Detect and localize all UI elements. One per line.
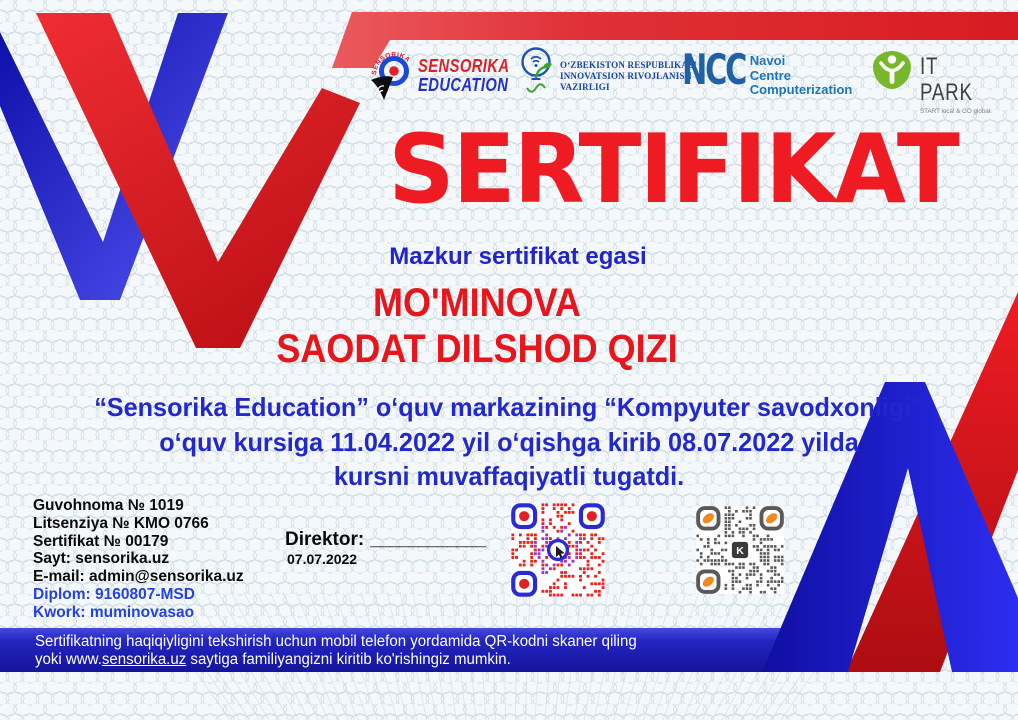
certificate-info-block [33, 497, 244, 622]
info-diplom: Diplom: 9160807-MSD [33, 585, 195, 603]
director-label: Direktor: [285, 529, 365, 550]
footer-line1: Sertifikatning haqiqiyligini tekshirish uchun mobil telefon yordamida QR-kodni skaner qiling [35, 633, 637, 650]
signature-date: 07.07.2022 [287, 551, 358, 567]
qr-code-kwork[interactable] [696, 506, 784, 594]
recipient-name-line2: SAODAT DILSHOD QIZI [276, 327, 678, 371]
sensorika-word-bottom: EDUCATION [418, 75, 509, 95]
sensorika-wordmark [418, 57, 509, 104]
sensorika-logo [370, 44, 530, 104]
innovation-ministry-icon [516, 44, 556, 102]
course-description: “Sensorika Education” o‘quv markazining “Kompyuter savodxonligi” o‘quv kursiga 11.04.2022 yil o‘qishga kirib 08.07.2022 yilda kursni muvaffaqiyatli tugatdi. [94, 392, 924, 491]
itpark-subtitle: START local & GO global. [919, 108, 992, 115]
itpark-title: IT PARK [919, 53, 973, 106]
ncc-logo [682, 45, 853, 98]
sensorika-link[interactable]: sensorika.uz [101, 651, 187, 668]
info-litsenziya: Litsenziya № KMO 0766 [33, 514, 209, 532]
svg-text:K: K [736, 544, 744, 557]
itpark-logo [872, 50, 1018, 115]
info-email: E-mail: admin@sensorika.uz [33, 568, 244, 586]
info-guvohnoma: Guvohnoma № 1019 [33, 497, 184, 514]
info-sertifikat: Sertifikat № 00179 [33, 532, 169, 550]
info-sayt: Sayt: sensorika.uz [33, 550, 170, 568]
footer-line2: yoki www.sensorika.uz saytiga familiyangizni kiritib ko'rishingiz mumkin. [35, 651, 511, 668]
qr-code-sensorika[interactable] [511, 503, 605, 597]
signature-line: ____________ [370, 529, 485, 550]
ncc-glyph: NCC [682, 45, 746, 94]
info-kwork: Kwork: muminovasao [33, 603, 195, 621]
svg-text:SENSORIKA: SENSORIKA [370, 51, 412, 76]
recipient-name [0, 280, 954, 372]
intro-line: Mazkur sertifikat egasi [389, 243, 647, 270]
ncc-text: Navoi Centre Computerization [749, 53, 853, 97]
ministry-text: O‘ZBEKISTON RESPUBLIKASI INNOVATSION RIVOJLANISH VAZIRLIGI [560, 60, 697, 92]
certificate-title: SERTIFIKAT [388, 115, 958, 225]
itpark-words [920, 54, 1018, 115]
ministry-logo [516, 44, 697, 102]
itpark-emblem-icon [872, 50, 912, 90]
sensorika-emblem-icon [370, 44, 416, 104]
footer-notice [35, 633, 637, 669]
recipient-name-line1: MO'MINOVA [373, 281, 581, 325]
sensorika-word-top: SENSORIKA [418, 56, 510, 76]
director-signature [285, 529, 485, 551]
